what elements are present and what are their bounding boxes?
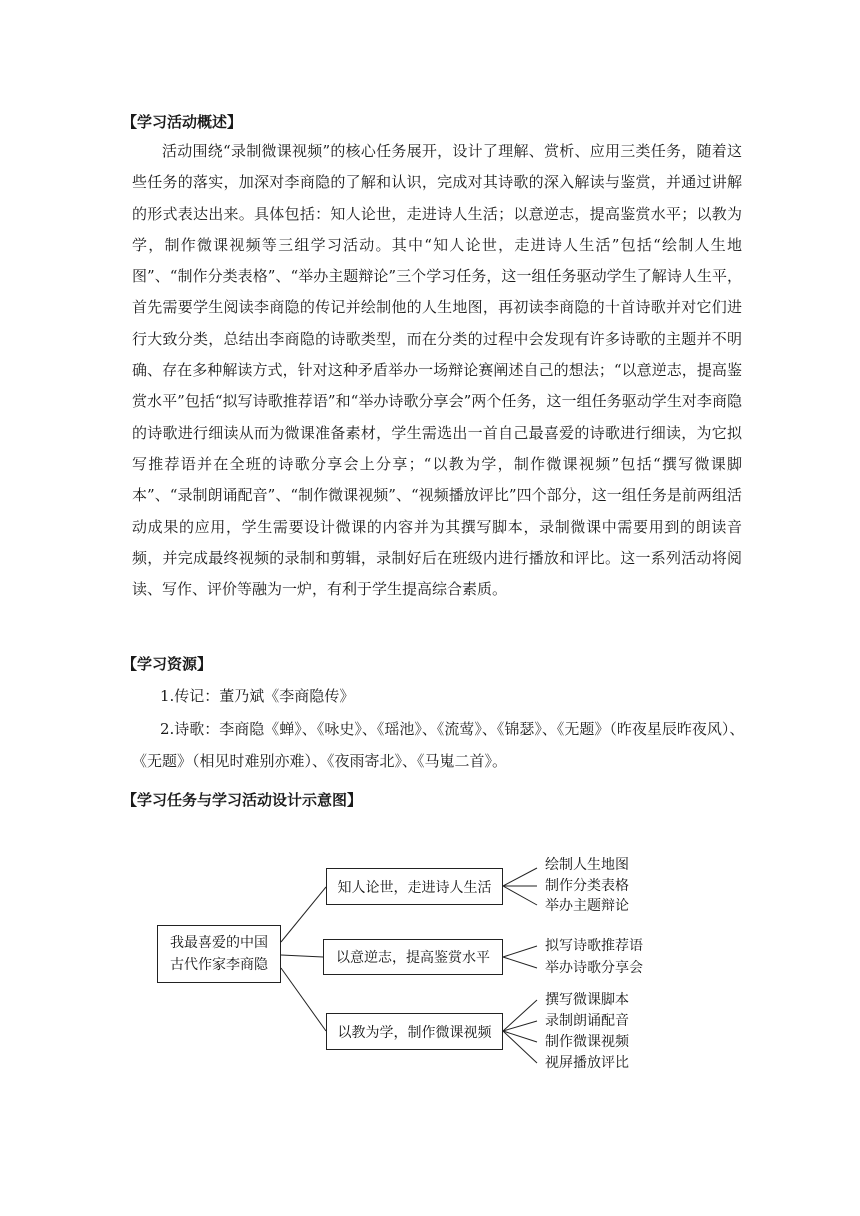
diagram-group-label: 知人论世，走进诗人生活 bbox=[337, 879, 492, 896]
diagram-group-box-1 bbox=[326, 868, 503, 905]
resource-item-poems-continued: 《无题》（相见时难别亦难）、《夜雨寄北》、《马嵬二首》。 bbox=[132, 752, 508, 770]
diagram-task: 录制朗诵配音 bbox=[545, 1013, 629, 1029]
connector-root-group-1 bbox=[281, 887, 326, 942]
diagram-group-box-3 bbox=[326, 1013, 503, 1050]
overview-paragraph: 活动围绕“录制微课视频”的核心任务展开，设计了理解、赏析、应用三类任务，随着这些任务的落实，加深对李商隐的了解和认识，完成对其诗歌的深入解读与鉴赏，并通过讲解的形式表达出来。具体包括：知人论世，走进诗人生活；以意逆志，提高鉴赏水平；以教为学，制作微课视频等三组学习活动。其中“知人论世，走进诗人生活”包括“绘制人生地图”、“制作分类表格”、“举办主题辩论”三个学习任务，这一组任务驱动学生了解诗人生平，首先需要学生阅读李商隐的传记并绘制他的人生地图，再初读李商隐的十首诗歌并对它们进行大致分类，总结出李商隐的诗歌类型，而在分类的过程中会发现有许多诗歌的主题并不明确、存在多种解读方式，针对这种矛盾举办一场辩论赛阐述自己的想法；“以意逆志，提高鉴赏水平”包括“拟写诗歌推荐语”和“举办诗歌分享会”两个任务，这一组任务驱动学生对李商隐的诗歌进行细读从而为微课准备素材，学生需选出一首自己最喜爱的诗歌进行细读，为它拟写推荐语并在全班的诗歌分享会上分享；“以教为学，制作微课视频”包括“撰写微课脚本”、“录制朗诵配音”、“制作微课视频”、“视频播放评比”四个部分，这一组任务是前两组活动成果的应用，学生需要设计微课的内容并为其撰写脚本，录制微课中需要用到的朗读音频，并完成最终视频的录制和剪辑，录制好后在班级内进行播放和评比。这一系列活动将阅读、写作、评价等融为一炉，有利于学生提高综合素质。 bbox=[132, 142, 742, 599]
diagram-task: 撰写微课脚本 bbox=[545, 992, 629, 1008]
connector-group-1-task-1 bbox=[503, 868, 537, 886]
diagram-heading: 【学习任务与学习活动设计示意图】 bbox=[122, 791, 363, 809]
diagram-group-label: 以意逆志，提高鉴赏水平 bbox=[336, 950, 490, 966]
connector-group-3-task-4 bbox=[503, 1031, 537, 1063]
diagram-root-line-2: 古代作家李商隐 bbox=[170, 957, 268, 973]
diagram-root-box bbox=[157, 925, 281, 983]
connector-group-2-task-2 bbox=[503, 957, 537, 968]
overview-heading: 【学习活动概述】 bbox=[122, 113, 243, 131]
diagram-task: 举办诗歌分享会 bbox=[545, 960, 643, 976]
connector-root-group-2 bbox=[281, 955, 323, 957]
diagram-task: 制作分类表格 bbox=[545, 878, 629, 894]
diagram-task: 举办主题辩论 bbox=[545, 898, 629, 914]
resources-heading: 【学习资源】 bbox=[122, 655, 213, 673]
diagram-task: 拟写诗歌推荐语 bbox=[545, 938, 643, 954]
diagram-task: 制作微课视频 bbox=[545, 1034, 629, 1050]
diagram-group-box-2 bbox=[323, 939, 503, 975]
connector-group-2-task-1 bbox=[503, 946, 537, 957]
diagram-group-label: 以教为学，制作微课视频 bbox=[337, 1024, 492, 1041]
resource-item-biography: 1.传记：董乃斌《李商隐传》 bbox=[160, 687, 355, 705]
diagram-task: 视屏播放评比 bbox=[545, 1055, 629, 1071]
resource-item-poems: 2.诗歌：李商隐《蝉》、《咏史》、《瑶池》、《流莺》、《锦瑟》、《无题》（昨夜星辰昨夜风）、 bbox=[160, 720, 745, 738]
diagram-root-line-1: 我最喜爱的中国 bbox=[170, 935, 268, 951]
diagram-task: 绘制人生地图 bbox=[545, 857, 629, 873]
connector-root-group-3 bbox=[281, 968, 326, 1031]
connector-group-3-task-3 bbox=[503, 1031, 537, 1042]
connector-group-1-task-3 bbox=[503, 886, 537, 905]
